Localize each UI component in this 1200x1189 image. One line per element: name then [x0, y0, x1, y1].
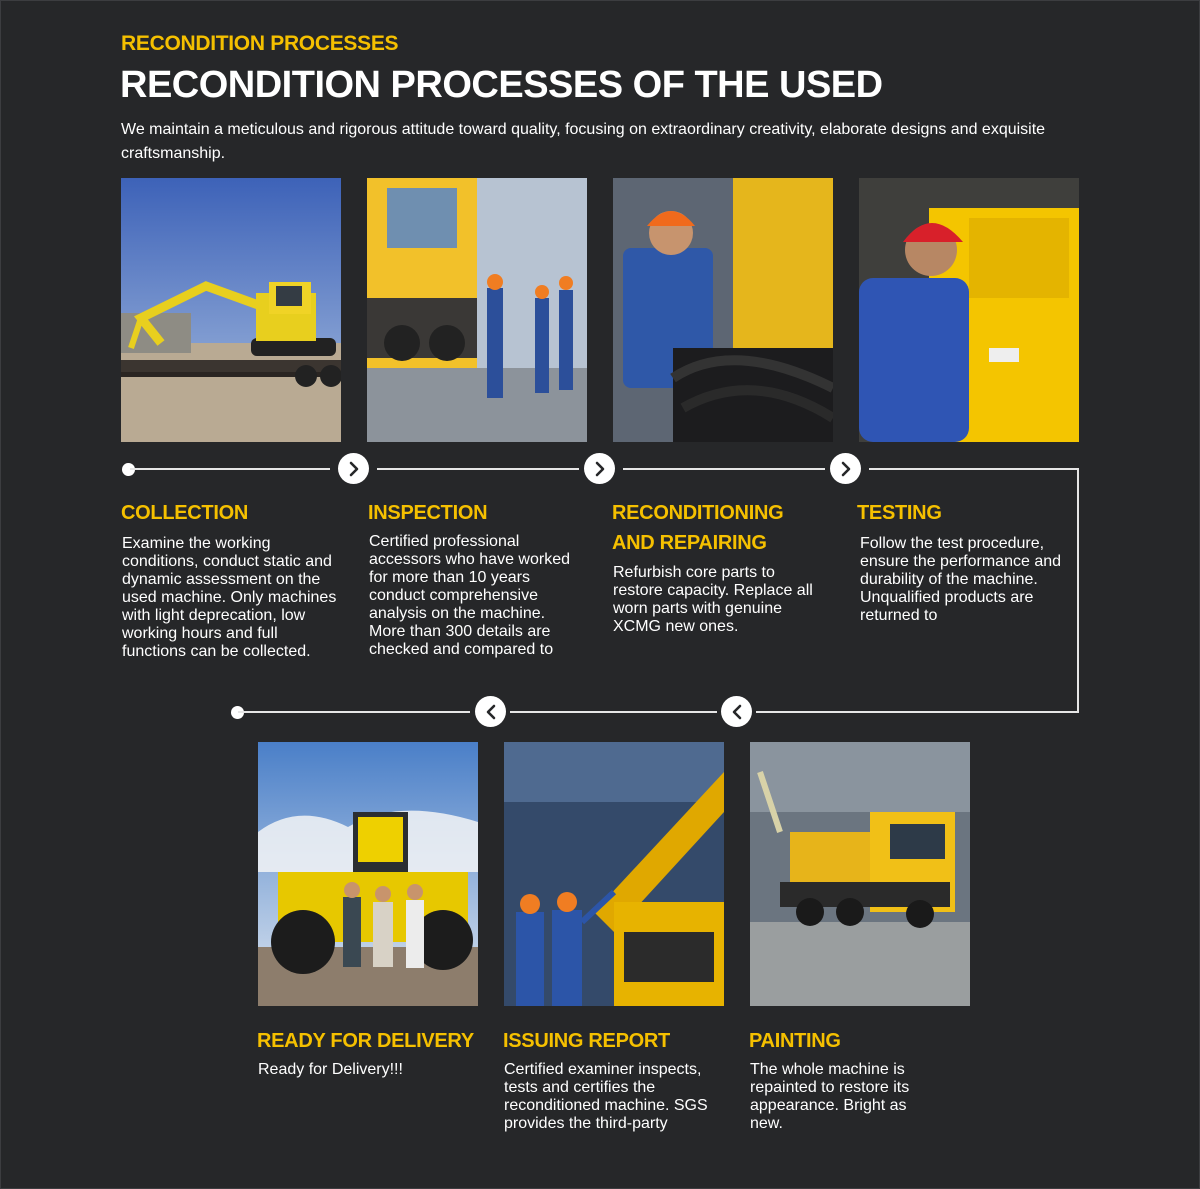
timeline-line — [869, 468, 1079, 470]
step-text-delivery: Ready for Delivery!!! — [258, 1061, 403, 1078]
step-title-painting: PAINTING — [749, 1030, 841, 1052]
timeline-line — [623, 468, 825, 470]
step-text-testing: Follow the test procedure, ensure the performance and durability of the machine. Unqualified products are returned to — [860, 535, 1062, 624]
step-title-collection: COLLECTION — [121, 502, 248, 524]
step-text-reconditioning: Refurbish core parts to restore capacity. Replace all worn parts with genuine XCMG new ones. — [613, 564, 813, 635]
chevron-right-icon — [592, 461, 608, 477]
chevron-right-icon — [346, 461, 362, 477]
step-text-report: Certified examiner inspects, tests and certifies the reconditioned machine. SGS provides the third-party — [504, 1061, 708, 1132]
inspection-photo — [367, 178, 587, 442]
timeline-line — [756, 711, 1079, 713]
next-arrow-2[interactable] — [584, 453, 615, 484]
timeline-connector — [1077, 468, 1079, 712]
back-arrow-2[interactable] — [475, 696, 506, 727]
collection-photo — [121, 178, 341, 442]
step-title-inspection: INSPECTION — [368, 502, 488, 524]
intro-text: We maintain a meticulous and rigorous attitude toward quality, focusing on extraordinary creativity, elaborate designs and exquisite craftsmanship. — [121, 121, 1046, 162]
back-arrow-1[interactable] — [721, 696, 752, 727]
chevron-right-icon — [838, 461, 854, 477]
step-text-collection: Examine the working conditions, conduct static and dynamic assessment on the used machine. Only machines with light deprecation, low working hours and full functions can be collected. — [122, 535, 337, 660]
timeline-line — [130, 468, 330, 470]
chevron-left-icon — [729, 704, 745, 720]
painting-photo — [750, 742, 970, 1006]
testing-photo — [859, 178, 1079, 442]
step-title-reconditioning: RECONDITIONING AND REPAIRING — [612, 502, 784, 554]
step-text-inspection: Certified professional accessors who have worked for more than 10 years conduct comprehensive analysis on the machine. More than 300 details are checked and compared to — [369, 533, 570, 658]
delivery-photo — [258, 742, 478, 1006]
section-kicker: RECONDITION PROCESSES — [121, 32, 399, 55]
chevron-left-icon — [483, 704, 499, 720]
timeline-line — [377, 468, 579, 470]
step-title-delivery: READY FOR DELIVERY — [257, 1030, 474, 1052]
timeline-line — [238, 711, 470, 713]
page-title: RECONDITION PROCESSES OF THE USED — [120, 64, 883, 106]
timeline-line — [510, 711, 717, 713]
step-text-painting: The whole machine is repainted to restore its appearance. Bright as new. — [750, 1061, 910, 1132]
next-arrow-1[interactable] — [338, 453, 369, 484]
step-title-testing: TESTING — [857, 502, 942, 524]
next-arrow-3[interactable] — [830, 453, 861, 484]
step-title-report: ISSUING REPORT — [503, 1030, 670, 1052]
reconditioning-photo — [613, 178, 833, 442]
report-photo — [504, 742, 724, 1006]
